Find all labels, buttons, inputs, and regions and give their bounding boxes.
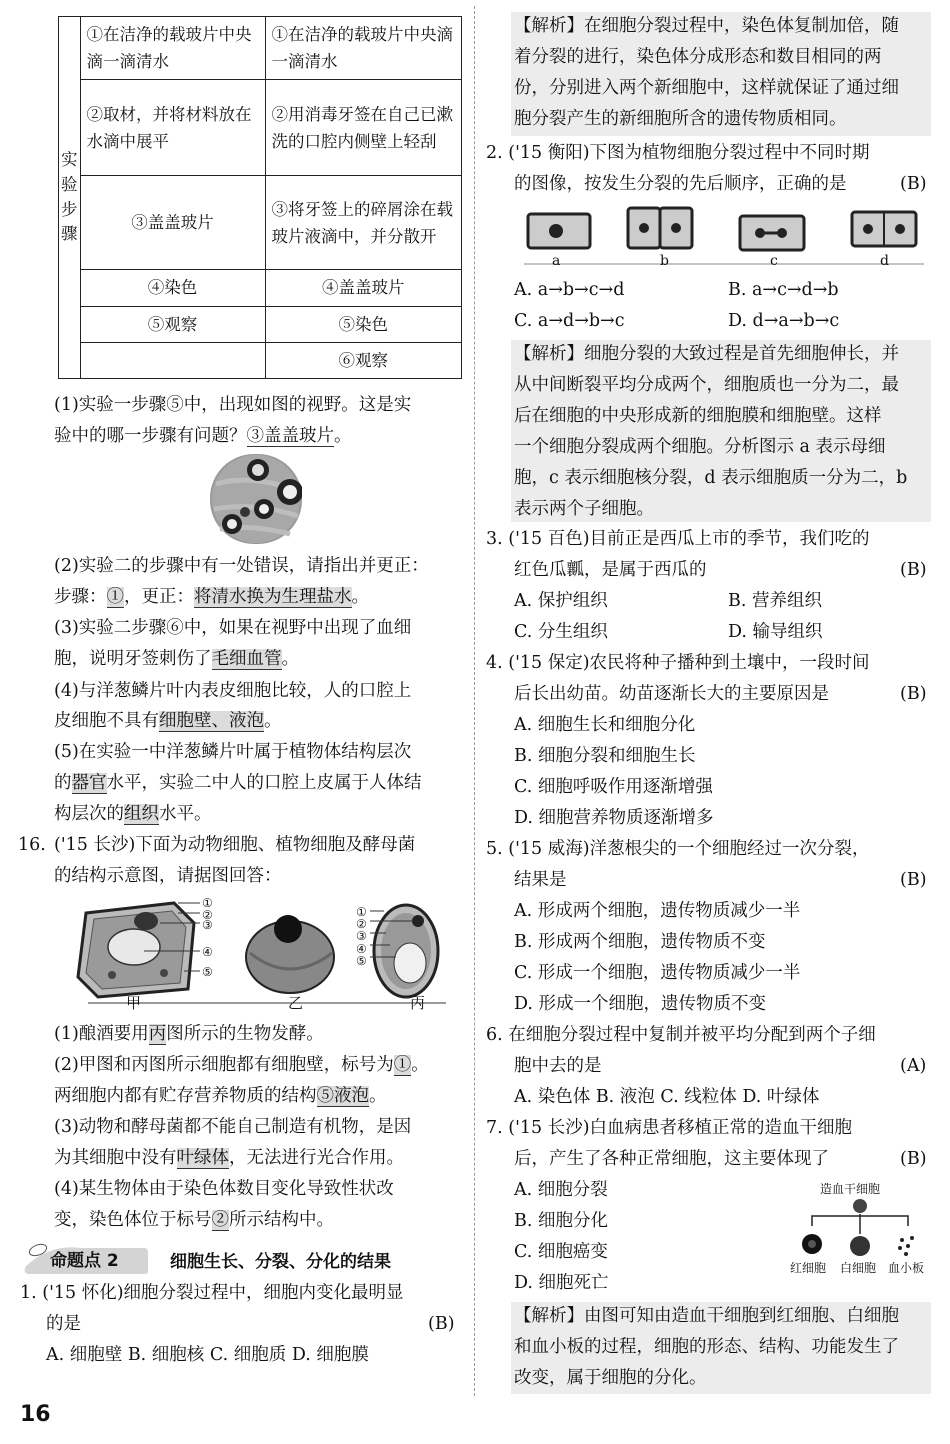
analysis-line: 胞，c 表示细胞核分裂，d 表示细胞质一分为二，b — [514, 468, 908, 488]
figure-caption: a — [552, 253, 561, 269]
cell-division-figure — [524, 204, 924, 269]
option-item: A. a→b→c→d — [514, 280, 625, 300]
section-title: 细胞生长、分裂、分化的结果 — [170, 1252, 391, 1272]
figure-caption: 血小板 — [888, 1261, 925, 1275]
figure-caption: b — [660, 253, 669, 269]
table-cell: ①在洁净的载玻片中央滴一滴清水 — [80, 17, 265, 80]
answer-badge: (A) — [900, 1056, 927, 1076]
answer-text: ① — [393, 1055, 412, 1075]
microscope-view-figure — [210, 454, 302, 544]
question-line: (5)在实验一中洋葱鳞片叶属于植物体结构层次 — [54, 742, 412, 762]
option-item: A. 细胞分裂 — [514, 1180, 608, 1200]
option-item: C. 形成一个细胞，遗传物质减少一半 — [514, 963, 801, 983]
answer-text: ② — [211, 1210, 229, 1230]
question-line: 后，产生了各种正常细胞，这主要体现了 — [514, 1149, 829, 1169]
figure-caption: c — [770, 253, 778, 269]
answer-text: 组织 — [124, 804, 159, 824]
table-cell: ③盖盖玻片 — [80, 176, 265, 270]
option-item: D. 输导组织 — [728, 622, 823, 642]
figure-label-nums: ① ② ③ ④ ⑤ — [356, 905, 367, 968]
answer-badge: (B) — [900, 1149, 927, 1169]
question-line: (1)实验一步骤⑤中，出现如图的视野。这是实 — [54, 395, 412, 415]
question-line: 胞中去的是 — [514, 1056, 602, 1076]
option-item: A. 形成两个细胞，遗传物质减少一半 — [514, 901, 801, 921]
analysis-line: 【解析】细胞分裂的大致过程是首先细胞伸长，并 — [514, 344, 899, 364]
option-item: B. 细胞分化 — [514, 1211, 608, 1231]
option-item: C. 分生组织 — [514, 622, 608, 642]
section-header — [20, 1242, 460, 1276]
analysis-line: 后在细胞的中央形成新的细胞膜和细胞壁。这样 — [514, 406, 882, 426]
table-cell: ⑤染色 — [265, 306, 462, 342]
answer-text: 将清水换为生理盐水 — [194, 587, 352, 607]
answer-text: 丙 — [148, 1024, 167, 1044]
answer-text: ③盖盖玻片 — [246, 426, 334, 446]
options-line: A. 染色体 B. 液泡 C. 线粒体 D. 叶绿体 — [514, 1087, 820, 1107]
question-line: 结果是 — [514, 870, 567, 890]
figure-caption: d — [880, 253, 889, 269]
option-item: C. a→d→b→c — [514, 311, 625, 331]
question-line: 的结构示意图，请据图回答： — [54, 866, 282, 886]
question-line: 1. ('15 怀化)细胞分裂过程中，细胞内变化最明显 — [20, 1283, 404, 1303]
question-line: 步骤：①，更正：将清水换为生理盐水。 — [54, 587, 369, 607]
table-cell: ②取材，并将材料放在水滴中展平 — [80, 80, 265, 176]
option-item: C. 细胞呼吸作用逐渐增强 — [514, 777, 713, 797]
figure-caption: 造血干细胞 — [820, 1182, 881, 1196]
analysis-line: 一个细胞分裂成两个细胞。分析图示 a 表示母细 — [514, 437, 886, 457]
answer-badge: (B) — [900, 174, 927, 194]
option-item: B. 细胞分裂和细胞生长 — [514, 746, 696, 766]
analysis-line: 着分裂的进行，染色体分成形态和数目相同的两 — [514, 47, 882, 67]
table-cell: ⑥观察 — [265, 342, 462, 378]
question-line: 为其细胞中没有叶绿体，无法进行光合作用。 — [54, 1148, 404, 1168]
options-line: A. 细胞壁 B. 细胞核 C. 细胞质 D. 细胞膜 — [46, 1345, 369, 1365]
question-line: 后长出幼苗。幼苗逐渐长大的主要原因是 — [514, 684, 829, 704]
question-number: 16. — [18, 835, 46, 855]
experiment-table — [58, 16, 462, 379]
question-line: (2)甲图和丙图所示细胞都有细胞壁，标号为①。 — [54, 1055, 429, 1075]
table-cell: ⑤观察 — [80, 306, 265, 342]
answer-badge: (B) — [428, 1314, 455, 1334]
answer-text: 细胞壁、液泡 — [159, 711, 264, 731]
question-line: 构层次的组织水平。 — [54, 804, 212, 824]
answer-text: 叶绿体 — [176, 1148, 229, 1168]
option-item: D. 细胞营养物质逐渐增多 — [514, 808, 714, 828]
question-line: (4)某生物体由于染色体数目变化导致性状改 — [54, 1179, 394, 1199]
figure-caption: 甲 — [126, 994, 142, 1012]
question-line: 4. ('15 保定)农民将种子播种到土壤中，一段时间 — [486, 653, 870, 673]
option-item: D. 细胞死亡 — [514, 1273, 609, 1293]
question-line: 胞，说明牙签刺伤了毛细血管。 — [54, 649, 299, 669]
option-item: B. 营养组织 — [728, 591, 822, 611]
figure-label-num: ④ — [202, 945, 213, 959]
analysis-line: 和血小板的过程，细胞的形态、结构、功能发生了 — [514, 1337, 899, 1357]
table-cell: ②用消毒牙签在自己已漱洗的口腔内侧壁上轻刮 — [265, 80, 462, 176]
table-cell — [80, 342, 265, 378]
figure-caption: 乙 — [288, 994, 304, 1012]
table-side-label: 实 验 步 骤 — [59, 17, 81, 379]
answer-text: 器官 — [71, 773, 107, 793]
figure-label-num: ⑤ — [202, 965, 213, 979]
figure-caption: 红细胞 — [790, 1261, 827, 1275]
section-tag: 命题点 2 — [50, 1251, 119, 1271]
answer-text: ① — [106, 587, 124, 607]
option-item: A. 细胞生长和细胞分化 — [514, 715, 696, 735]
answer-badge: (B) — [900, 870, 927, 890]
option-item: D. d→a→b→c — [728, 311, 840, 331]
question-line: 的图像，按发生分裂的先后顺序，正确的是 — [514, 174, 847, 194]
question-line: (4)与洋葱鳞片叶内表皮细胞比较，人的口腔上 — [54, 681, 412, 701]
question-line: 皮细胞不具有细胞壁、液泡。 — [54, 711, 282, 731]
question-line: (2)实验二的步骤中有一处错误，请指出并更正： — [54, 556, 429, 576]
table-cell: ③将牙签上的碎屑涂在载玻片液滴中，并分散开 — [265, 176, 462, 270]
question-line: 的器官水平，实验二中人的口腔上皮属于人体结 — [54, 773, 422, 793]
question-line: 验中的哪一步骤有问题？③盖盖玻片。 — [54, 426, 352, 446]
question-line: ('15 长沙)下面为动物细胞、植物细胞及酵母菌 — [54, 835, 416, 855]
question-line: 7. ('15 长沙)白血病患者移植正常的造血干细胞 — [486, 1118, 853, 1138]
question-line: 两细胞内都有贮存营养物质的结构⑤液泡。 — [54, 1086, 387, 1106]
question-line: (1)酿酒要用丙图所示的生物发酵。 — [54, 1024, 324, 1044]
table-cell: ④染色 — [80, 270, 265, 306]
analysis-line: 胞分裂产生的新细胞所含的遗传物质相同。 — [514, 109, 847, 129]
option-item: B. a→c→d→b — [728, 280, 839, 300]
option-item: A. 保护组织 — [514, 591, 608, 611]
figure-caption: 白细胞 — [840, 1261, 877, 1275]
question-line: (3)动物和酵母菌都不能自己制造有机物，是因 — [54, 1117, 412, 1137]
answer-text: ⑤液泡 — [316, 1086, 369, 1106]
table-cell: ①在洁净的载玻片中央滴一滴清水 — [265, 17, 462, 80]
question-line: 变，染色体位于标号②所示结构中。 — [54, 1210, 334, 1230]
column-divider — [474, 6, 475, 1396]
analysis-line: 改变，属于细胞的分化。 — [514, 1368, 707, 1388]
question-line: 的是 — [46, 1314, 81, 1334]
analysis-line: 【解析】由图可知由造血干细胞到红细胞、白细胞 — [514, 1306, 899, 1326]
page-number: 16 — [20, 1402, 51, 1427]
question-line: 红色瓜瓤，是属于西瓜的 — [514, 560, 707, 580]
answer-text: 毛细血管 — [211, 649, 282, 669]
answer-badge: (B) — [900, 684, 927, 704]
question-line: (3)实验二步骤⑥中，如果在视野中出现了血细 — [54, 618, 412, 638]
analysis-box — [511, 340, 931, 522]
analysis-line: 【解析】在细胞分裂过程中，染色体复制加倍，随 — [514, 16, 899, 36]
figure-label-nums: ① ② — [202, 896, 213, 922]
question-line: 3. ('15 百色)目前正是西瓜上市的季节，我们吃的 — [486, 529, 870, 549]
analysis-line: 从中间断裂平均分成两个，细胞质也一分为二，最 — [514, 375, 899, 395]
figure-caption: 丙 — [410, 994, 426, 1012]
option-item: C. 细胞癌变 — [514, 1242, 608, 1262]
option-item: B. 形成两个细胞，遗传物质不变 — [514, 932, 766, 952]
table-cell: ④盖盖玻片 — [265, 270, 462, 306]
analysis-line: 份，分别进入两个新细胞中，这样就保证了通过细 — [514, 78, 899, 98]
figure-label-num: ③ — [202, 918, 213, 932]
option-item: D. 形成一个细胞，遗传物质不变 — [514, 994, 767, 1014]
answer-badge: (B) — [900, 560, 927, 580]
question-line: 5. ('15 威海)洋葱根尖的一个细胞经过一次分裂， — [486, 839, 870, 859]
analysis-line: 表示两个子细胞。 — [514, 499, 654, 519]
question-line: 2. ('15 衡阳)下图为植物细胞分裂过程中不同时期 — [486, 143, 870, 163]
question-line: 6. 在细胞分裂过程中复制并被平均分配到两个子细 — [486, 1025, 876, 1045]
